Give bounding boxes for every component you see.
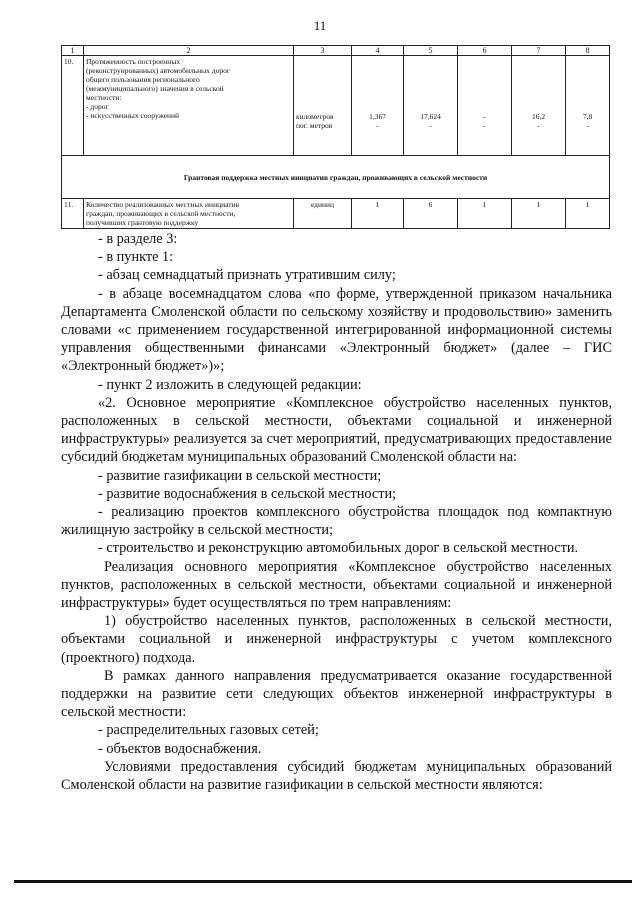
paragraph: - реализацию проектов комплексного обустройства площадок под компактную жилищную застройку в сельской местности; xyxy=(61,504,612,539)
value: 1,367 xyxy=(369,112,386,121)
section-title: Грантовая поддержка местных инициатив граждан, проживающих в сельской местности xyxy=(62,156,610,199)
value-cell xyxy=(566,56,610,156)
row-description xyxy=(84,56,294,156)
header-cell: 6 xyxy=(458,46,512,56)
value-cell: 1 xyxy=(512,199,566,229)
value-cell xyxy=(458,56,512,156)
value-cell xyxy=(512,56,566,156)
bottom-rule xyxy=(14,880,632,883)
desc-line: - искусственных сооружений xyxy=(86,111,180,120)
header-cell: 7 xyxy=(512,46,566,56)
desc-line: (реконструированных) автомобильных дорог xyxy=(86,66,230,75)
header-cell: 2 xyxy=(84,46,294,56)
section-row xyxy=(62,156,610,199)
value: - xyxy=(483,121,486,130)
desc-line: Протяженность построенных xyxy=(86,57,181,66)
desc-line: (межмуниципального) значения в сельской xyxy=(86,84,224,93)
value-cell: 6 xyxy=(404,199,458,229)
value-cell: 1 xyxy=(458,199,512,229)
paragraph: Реализация основного мероприятия «Комплексное обустройство населенных пунктов, расположенных в сельской местности, объектами социальной и инженерной инфраструктуры» будет осуществляться по трем направлениям: xyxy=(61,558,612,612)
unit-cell xyxy=(294,56,352,156)
paragraph: 1) обустройство населенных пунктов, расположенных в сельской местности, объектами социальной и инженерной инфраструктуры с учетом комплексного (проектного) подхода. xyxy=(61,613,612,666)
paragraph: - развитие водоснабжения в сельской местности; xyxy=(98,485,397,502)
paragraph: - развитие газификации в сельской местности; xyxy=(98,467,382,484)
paragraph: - абзац семнадцатый признать утратившим силу; xyxy=(98,267,396,284)
desc-line: общего пользования регионального xyxy=(86,75,200,84)
header-cell: 4 xyxy=(352,46,404,56)
value: 7,8 xyxy=(582,112,593,121)
paragraph: «2. Основное мероприятие «Комплексное обустройство населенных пунктов, расположенных в сельской местности, объектами социальной и инженерной инфраструктуры» реализуется за счет мероприятий, предусматривающих предоставление субсидий бюджетам муниципальных образований Смоленской области на: xyxy=(61,394,612,466)
value: 16,2 xyxy=(531,112,546,121)
paragraph: - объектов водоснабжения. xyxy=(98,740,262,757)
table-header-row xyxy=(62,46,610,56)
table-row xyxy=(62,199,610,229)
value-cell xyxy=(404,56,458,156)
document-body xyxy=(61,230,612,794)
desc-line: получивших грантовую поддержку xyxy=(86,218,199,227)
paragraph: - в разделе 3: xyxy=(98,231,178,247)
unit-line: пог. метров xyxy=(296,121,333,130)
value: - xyxy=(483,112,486,121)
value: 17,624 xyxy=(420,112,441,121)
paragraph: - строительство и реконструкцию автомобильных дорог в сельской местности. xyxy=(98,540,579,557)
header-cell: 5 xyxy=(404,46,458,56)
desc-line: граждан, проживающих в сельской местности, xyxy=(86,209,236,218)
paragraph: - в пункте 1: xyxy=(98,249,174,266)
paragraph: - в абзаце восемнадцатом слова «по форме, утвержденной приказом начальника Департамента Смоленской области по сельскому хозяйству и продовольствию» заменить словами «с применением государственной интегрированной информационной системы управления общественными финансами «Электронный бюджет» (далее – ГИС «Электронный бюджет»)»; xyxy=(61,285,612,375)
table-row xyxy=(62,56,610,156)
value-cell xyxy=(352,56,404,156)
header-cell: 3 xyxy=(294,46,352,56)
row-description xyxy=(84,199,294,229)
value-cell: 1 xyxy=(352,199,404,229)
value: - xyxy=(376,121,379,130)
desc-line: местности: xyxy=(86,93,122,102)
paragraph: - пункт 2 изложить в следующей редакции: xyxy=(98,376,362,393)
paragraph: Условиями предоставления субсидий бюджетам муниципальных образований Смоленской области на развитие газификации в сельской местности являются: xyxy=(61,758,612,794)
row-number: 10. xyxy=(62,56,84,156)
header-cell: 8 xyxy=(566,46,610,56)
paragraph: - распределительных газовых сетей; xyxy=(98,722,319,739)
page-number: 11 xyxy=(313,18,327,33)
unit-cell: единиц xyxy=(294,199,352,229)
value: - xyxy=(586,121,589,130)
indicators-table xyxy=(61,45,610,229)
desc-line: Количество реализованных местных инициатив xyxy=(86,200,240,209)
desc-line: - дорог xyxy=(86,102,109,111)
row-number: 11. xyxy=(62,199,84,229)
value: - xyxy=(537,121,540,130)
paragraph: В рамках данного направления предусматривается оказание государственной поддержки на развитие сети следующих объектов инженерной инфраструктуры в сельской местности: xyxy=(61,667,612,721)
value-cell: 1 xyxy=(566,199,610,229)
value: - xyxy=(429,121,432,130)
header-cell: 1 xyxy=(62,46,84,56)
unit-line: километров xyxy=(296,112,334,121)
